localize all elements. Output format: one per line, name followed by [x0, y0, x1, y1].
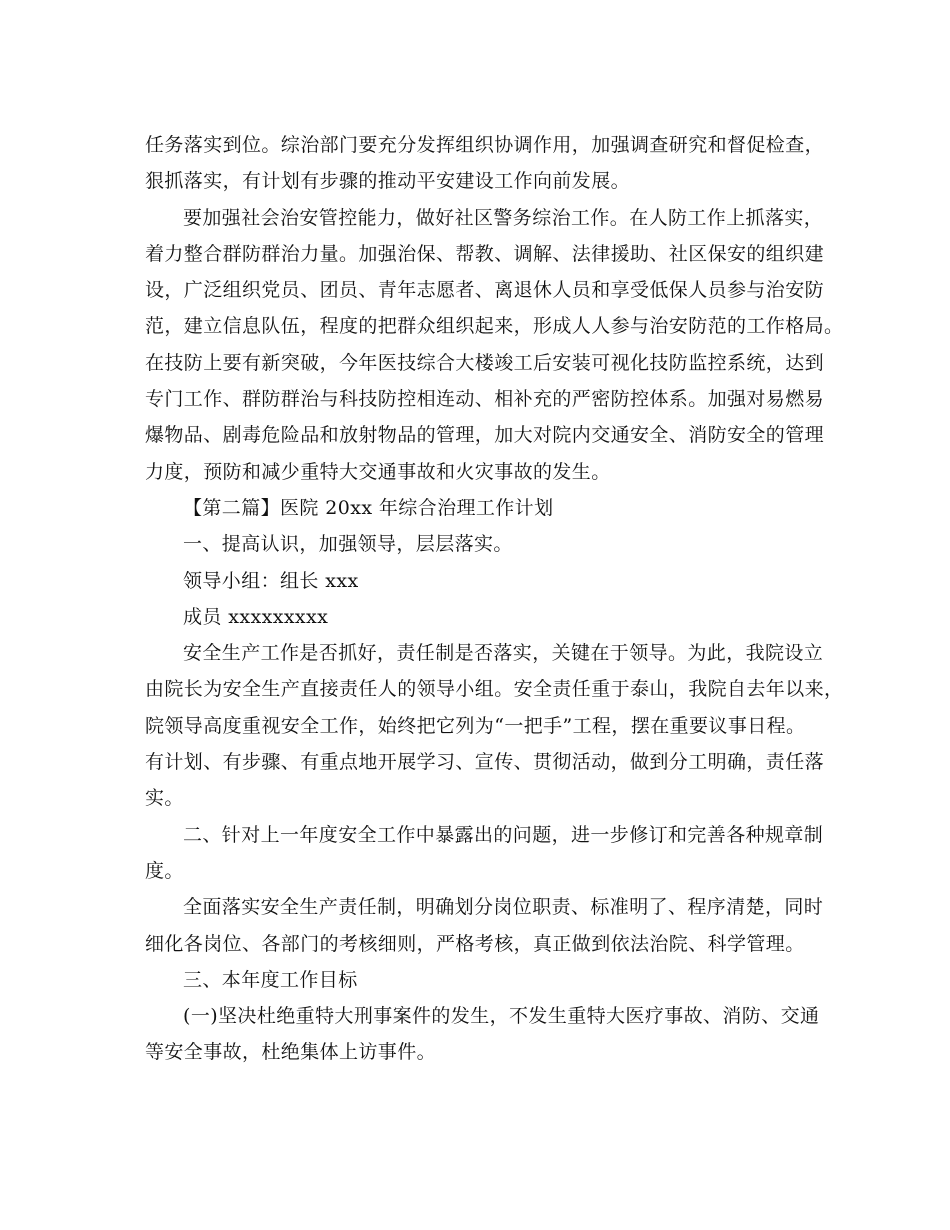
text-line: 狠抓落实，有计划有步骤的推动平安建设工作向前发展。 — [145, 170, 631, 193]
text-line: 在技防上要有新突破，今年医技综合大楼竣工后安装可视化技防监控系统，达到 — [145, 351, 825, 374]
text-line: 力度，预防和减少重特大交通事故和火灾事故的发生。 — [145, 460, 611, 483]
document-body — [145, 127, 844, 1071]
text-line: 实。 — [145, 787, 184, 810]
text-line: 度。 — [145, 859, 184, 882]
text-line: 【第二篇】医院 20xx 年综合治理工作计划 — [183, 496, 554, 519]
text-line: 等安全事故，杜绝集体上访事件。 — [145, 1041, 437, 1064]
text-line: (一)坚决杜绝重特大刑事案件的发生，不发生重特大医疗事故、消防、交通 — [183, 1005, 820, 1028]
text-line: 全面落实安全生产责任制，明确划分岗位职责、标准明了、程序清楚，同时 — [183, 896, 824, 919]
text-line: 院领导高度重视安全工作，始终把它列为“一把手”工程，摆在重要议事日程。 — [145, 714, 806, 737]
text-line: 任务落实到位。综治部门要充分发挥组织协调作用，加强调查研究和督促检查， — [145, 134, 825, 156]
text-line: 成员 xxxxxxxxx — [183, 605, 329, 628]
text-line: 设，广泛组织党员、团员、青年志愿者、离退休人员和享受低保人员参与治安防 — [145, 279, 825, 302]
text-line: 有计划、有步骤、有重点地开展学习、宣传、贯彻活动，做到分工明确，责任落 — [145, 751, 825, 774]
text-line: 领导小组：组长 xxx — [183, 569, 359, 592]
text-line: 专门工作、群防群治与科技防控相连动、相补充的严密防控体系。加强对易燃易 — [145, 388, 825, 411]
text-line: 安全生产工作是否抓好，责任制是否落实，关键在于领导。为此，我院设立 — [183, 642, 824, 665]
text-line: 要加强社会治安管控能力，做好社区警务综治工作。在人防工作上抓落实， — [183, 206, 824, 229]
text-line: 由院长为安全生产直接责任人的领导小组。安全责任重于泰山，我院自去年以来， — [145, 678, 844, 701]
text-line: 三、本年度工作目标 — [183, 968, 358, 991]
text-line: 二、针对上一年度安全工作中暴露出的问题，进一步修订和完善各种规章制 — [183, 823, 824, 846]
text-line: 细化各岗位、各部门的考核细则，严格考核，真正做到依法治院、科学管理。 — [145, 932, 805, 955]
text-line: 爆物品、剧毒危险品和放射物品的管理，加大对院内交通安全、消防安全的管理 — [145, 424, 825, 447]
text-line: 范，建立信息队伍，程度的把群众组织起来，形成人人参与治安防范的工作格局。 — [145, 315, 844, 338]
text-line: 一、提高认识，加强领导，层层落实。 — [183, 533, 513, 556]
text-line: 着力整合群防群治力量。加强治保、帮教、调解、法律援助、社区保安的组织建 — [145, 242, 825, 265]
